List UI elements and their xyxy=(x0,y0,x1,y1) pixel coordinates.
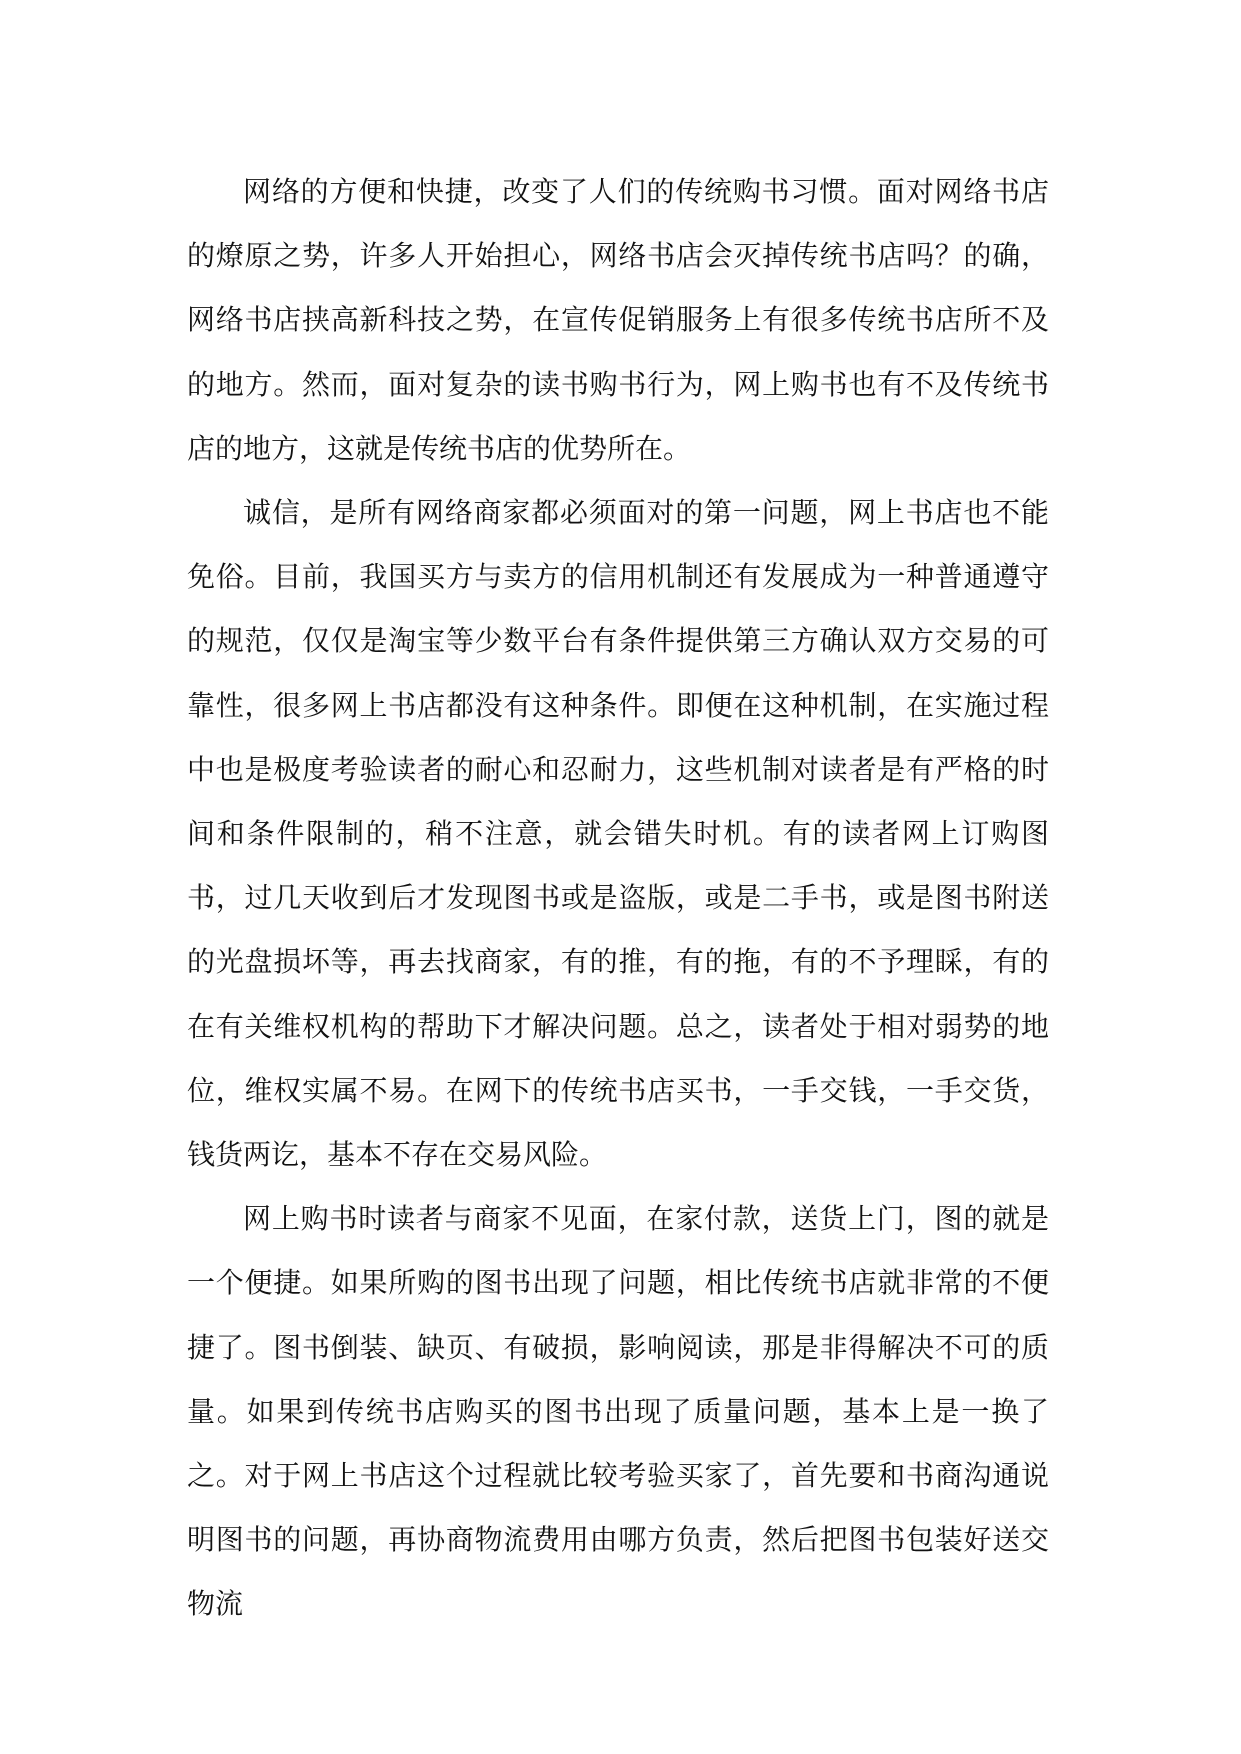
paragraph-online-bookstore-intro: 网络的方便和快捷，改变了人们的传统购书习惯。面对网络书店的燎原之势，许多人开始担心，网络书店会灭掉传统书店吗？的确，网络书店挟高新科技之势，在宣传促销服务上有很多传统书店所不及的地方。然而，面对复杂的读书购书行为，网上购书也有不及传统书店的地方，这就是传统书店的优势所在。 xyxy=(187,175,1049,465)
paragraph-integrity-issue: 诚信，是所有网络商家都必须面对的第一问题，网上书店也不能免俗。目前，我国买方与卖方的信用机制还有发展成为一种普通遵守的规范，仅仅是淘宝等少数平台有条件提供第三方确认双方交易的可靠性，很多网上书店都没有这种条件。即便在这种机制，在实施过程中也是极度考验读者的耐心和忍耐力，这些机制对读者是有严格的时间和条件限制的，稍不注意，就会错失时机。有的读者网上订购图书，过几天收到后才发现图书或是盗版，或是二手书，或是图书附送的光盘损坏等，再去找商家，有的推，有的拖，有的不予理睬，有的在有关维权机构的帮助下才解决问题。总之，读者处于相对弱势的地位，维权实属不易。在网下的传统书店买书，一手交钱，一手交货，钱货两讫，基本不存在交易风险。 xyxy=(187,496,1049,1172)
document-page xyxy=(187,160,1049,1637)
paragraph-quality-issue: 网上购书时读者与商家不见面，在家付款，送货上门，图的就是一个便捷。如果所购的图书出现了问题，相比传统书店就非常的不便捷了。图书倒装、缺页、有破损，影响阅读，那是非得解决不可的质量。如果到传统书店购买的图书出现了质量问题，基本上是一换了之。对于网上书店这个过程就比较考验买家了，首先要和书商沟通说明图书的问题，再协商物流费用由哪方负责，然后把图书包装好送交物流 xyxy=(187,1202,1049,1621)
